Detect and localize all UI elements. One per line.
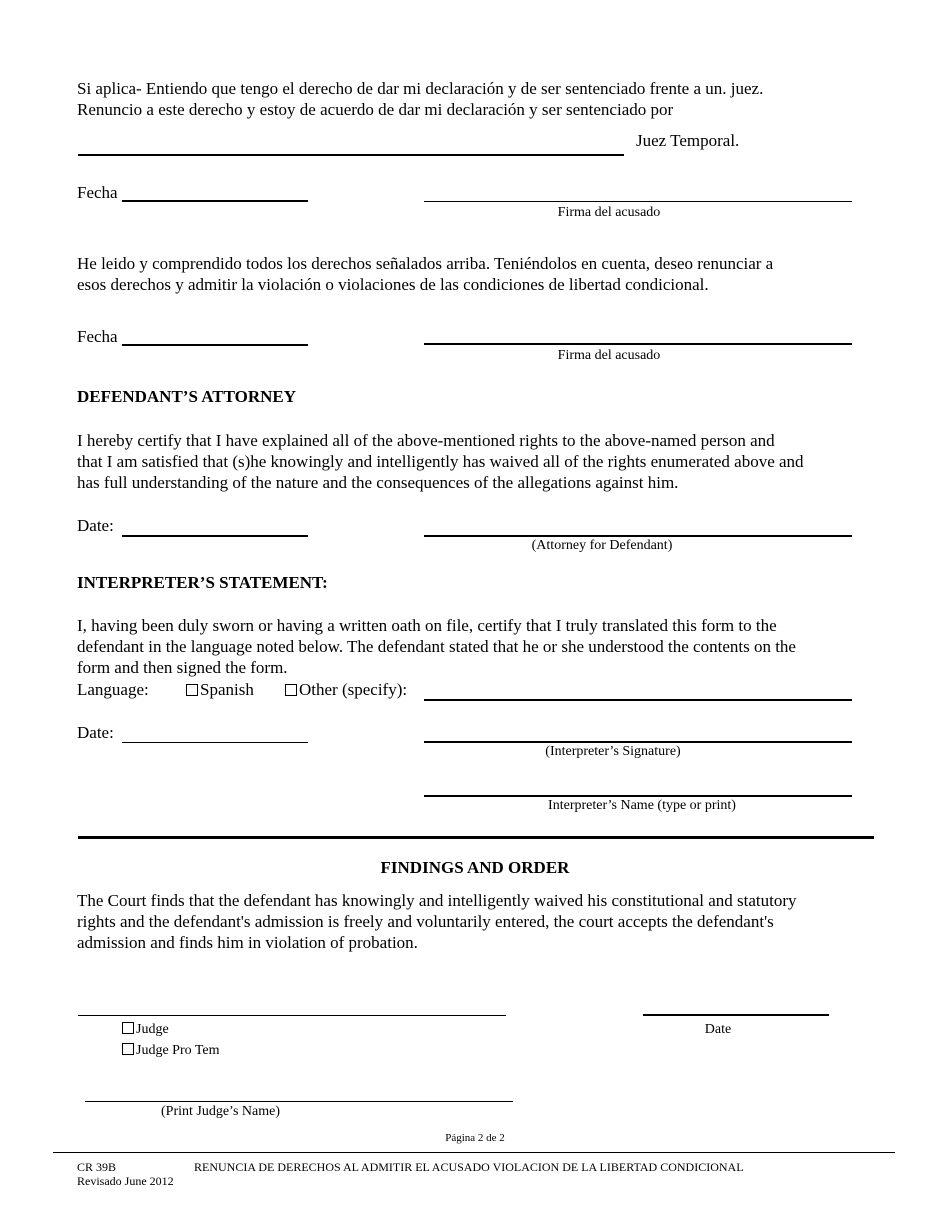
findings-text-line2: rights and the defendant's admission is freely and voluntarily entered, the court accepts the defendant's xyxy=(77,912,774,931)
spanish-checkbox[interactable] xyxy=(186,684,198,696)
print-judge-name-line[interactable] xyxy=(85,1101,513,1102)
fecha-field-1[interactable] xyxy=(122,200,308,202)
defendant-signature-line-2[interactable] xyxy=(424,343,852,345)
attorney-signature-label: (Attorney for Defendant) xyxy=(531,538,673,553)
interpreter-signature-label: (Interpreter’s Signature) xyxy=(545,744,681,759)
fecha-label-2: Fecha xyxy=(77,327,118,346)
judge-signature-line[interactable] xyxy=(78,1015,506,1016)
other-language-option[interactable] xyxy=(285,679,407,700)
temporal-judge-name-line[interactable] xyxy=(78,154,624,156)
form-code: CR 39B xyxy=(77,1160,117,1174)
judge-option[interactable] xyxy=(122,1021,169,1038)
form-revision: Revisado June 2012 xyxy=(77,1174,174,1188)
defendant-signature-label-2: Firma del acusado xyxy=(557,348,661,363)
language-label: Language: xyxy=(77,680,149,699)
defendant-signature-label-1: Firma del acusado xyxy=(557,205,661,220)
attorney-text-line1: I hereby certify that I have explained all of the above-mentioned rights to the above-named person and xyxy=(77,431,775,450)
section-divider xyxy=(78,836,874,839)
defendant-signature-line-1[interactable] xyxy=(424,201,852,202)
temporal-judge-text-line1: Si aplica- Entiendo que tengo el derecho de dar mi declaración y de ser sentenciado frente a un. juez. xyxy=(77,79,764,98)
attorney-date-field[interactable] xyxy=(122,535,308,537)
findings-text-line1: The Court finds that the defendant has knowingly and intelligently waived his constitutional and statutory xyxy=(77,891,797,910)
judge-option-label: Judge xyxy=(136,1022,169,1037)
fecha-field-2[interactable] xyxy=(122,344,308,346)
judge-pro-tem-option-label: Judge Pro Tem xyxy=(136,1043,220,1058)
findings-date-label: Date xyxy=(704,1022,732,1037)
attorney-text-line2: that I am satisfied that (s)he knowingly and intelligently has waived all of the rights enumerated above and xyxy=(77,452,804,471)
interpreter-text-line2: defendant in the language noted below. The defendant stated that he or she understood the contents on the xyxy=(77,637,796,656)
findings-text-line3: admission and finds him in violation of probation. xyxy=(77,933,418,952)
other-language-field[interactable] xyxy=(424,699,852,701)
temporal-judge-text-line2: Renuncio a este derecho y estoy de acuerdo de dar mi declaración y ser sentenciado por xyxy=(77,100,674,119)
interpreter-name-label: Interpreter’s Name (type or print) xyxy=(548,798,736,813)
form-title: RENUNCIA DE DERECHOS AL ADMITIR EL ACUSADO VIOLACION DE LA LIBERTAD CONDICIONAL xyxy=(194,1160,744,1174)
other-language-checkbox[interactable] xyxy=(285,684,297,696)
temporal-judge-label: Juez Temporal. xyxy=(636,131,740,150)
waiver-text-line2: esos derechos y admitir la violación o violaciones de las condiciones de libertad condicional. xyxy=(77,275,709,294)
interpreter-text-line3: form and then signed the form. xyxy=(77,658,288,677)
fecha-label-1: Fecha xyxy=(77,183,118,202)
spanish-option[interactable] xyxy=(186,679,254,700)
waiver-text-line1: He leido y comprendido todos los derechos señalados arriba. Teniéndolos en cuenta, deseo renunciar a xyxy=(77,254,774,273)
print-judge-name-label: (Print Judge’s Name) xyxy=(161,1104,280,1119)
spanish-option-label: Spanish xyxy=(200,680,254,699)
attorney-text-line3: has full understanding of the nature and the consequences of the allegations against him. xyxy=(77,473,679,492)
other-language-option-label: Other (specify): xyxy=(299,680,408,699)
page-number: Página 2 de 2 xyxy=(445,1132,505,1144)
interpreter-heading: INTERPRETER’S STATEMENT: xyxy=(77,573,328,592)
interpreter-date-field[interactable] xyxy=(122,742,308,743)
interpreter-date-label: Date: xyxy=(77,723,114,742)
judge-pro-tem-option[interactable] xyxy=(122,1042,220,1059)
attorney-date-label: Date: xyxy=(77,516,114,535)
findings-heading: FINDINGS AND ORDER xyxy=(380,858,570,877)
judge-pro-tem-checkbox[interactable] xyxy=(122,1043,134,1055)
interpreter-text-line1: I, having been duly sworn or having a written oath on file, certify that I truly translated this form to the xyxy=(77,616,777,635)
findings-date-field[interactable] xyxy=(643,1014,829,1016)
attorney-heading: DEFENDANT’S ATTORNEY xyxy=(77,387,296,406)
footer-divider xyxy=(53,1152,895,1153)
judge-checkbox[interactable] xyxy=(122,1022,134,1034)
